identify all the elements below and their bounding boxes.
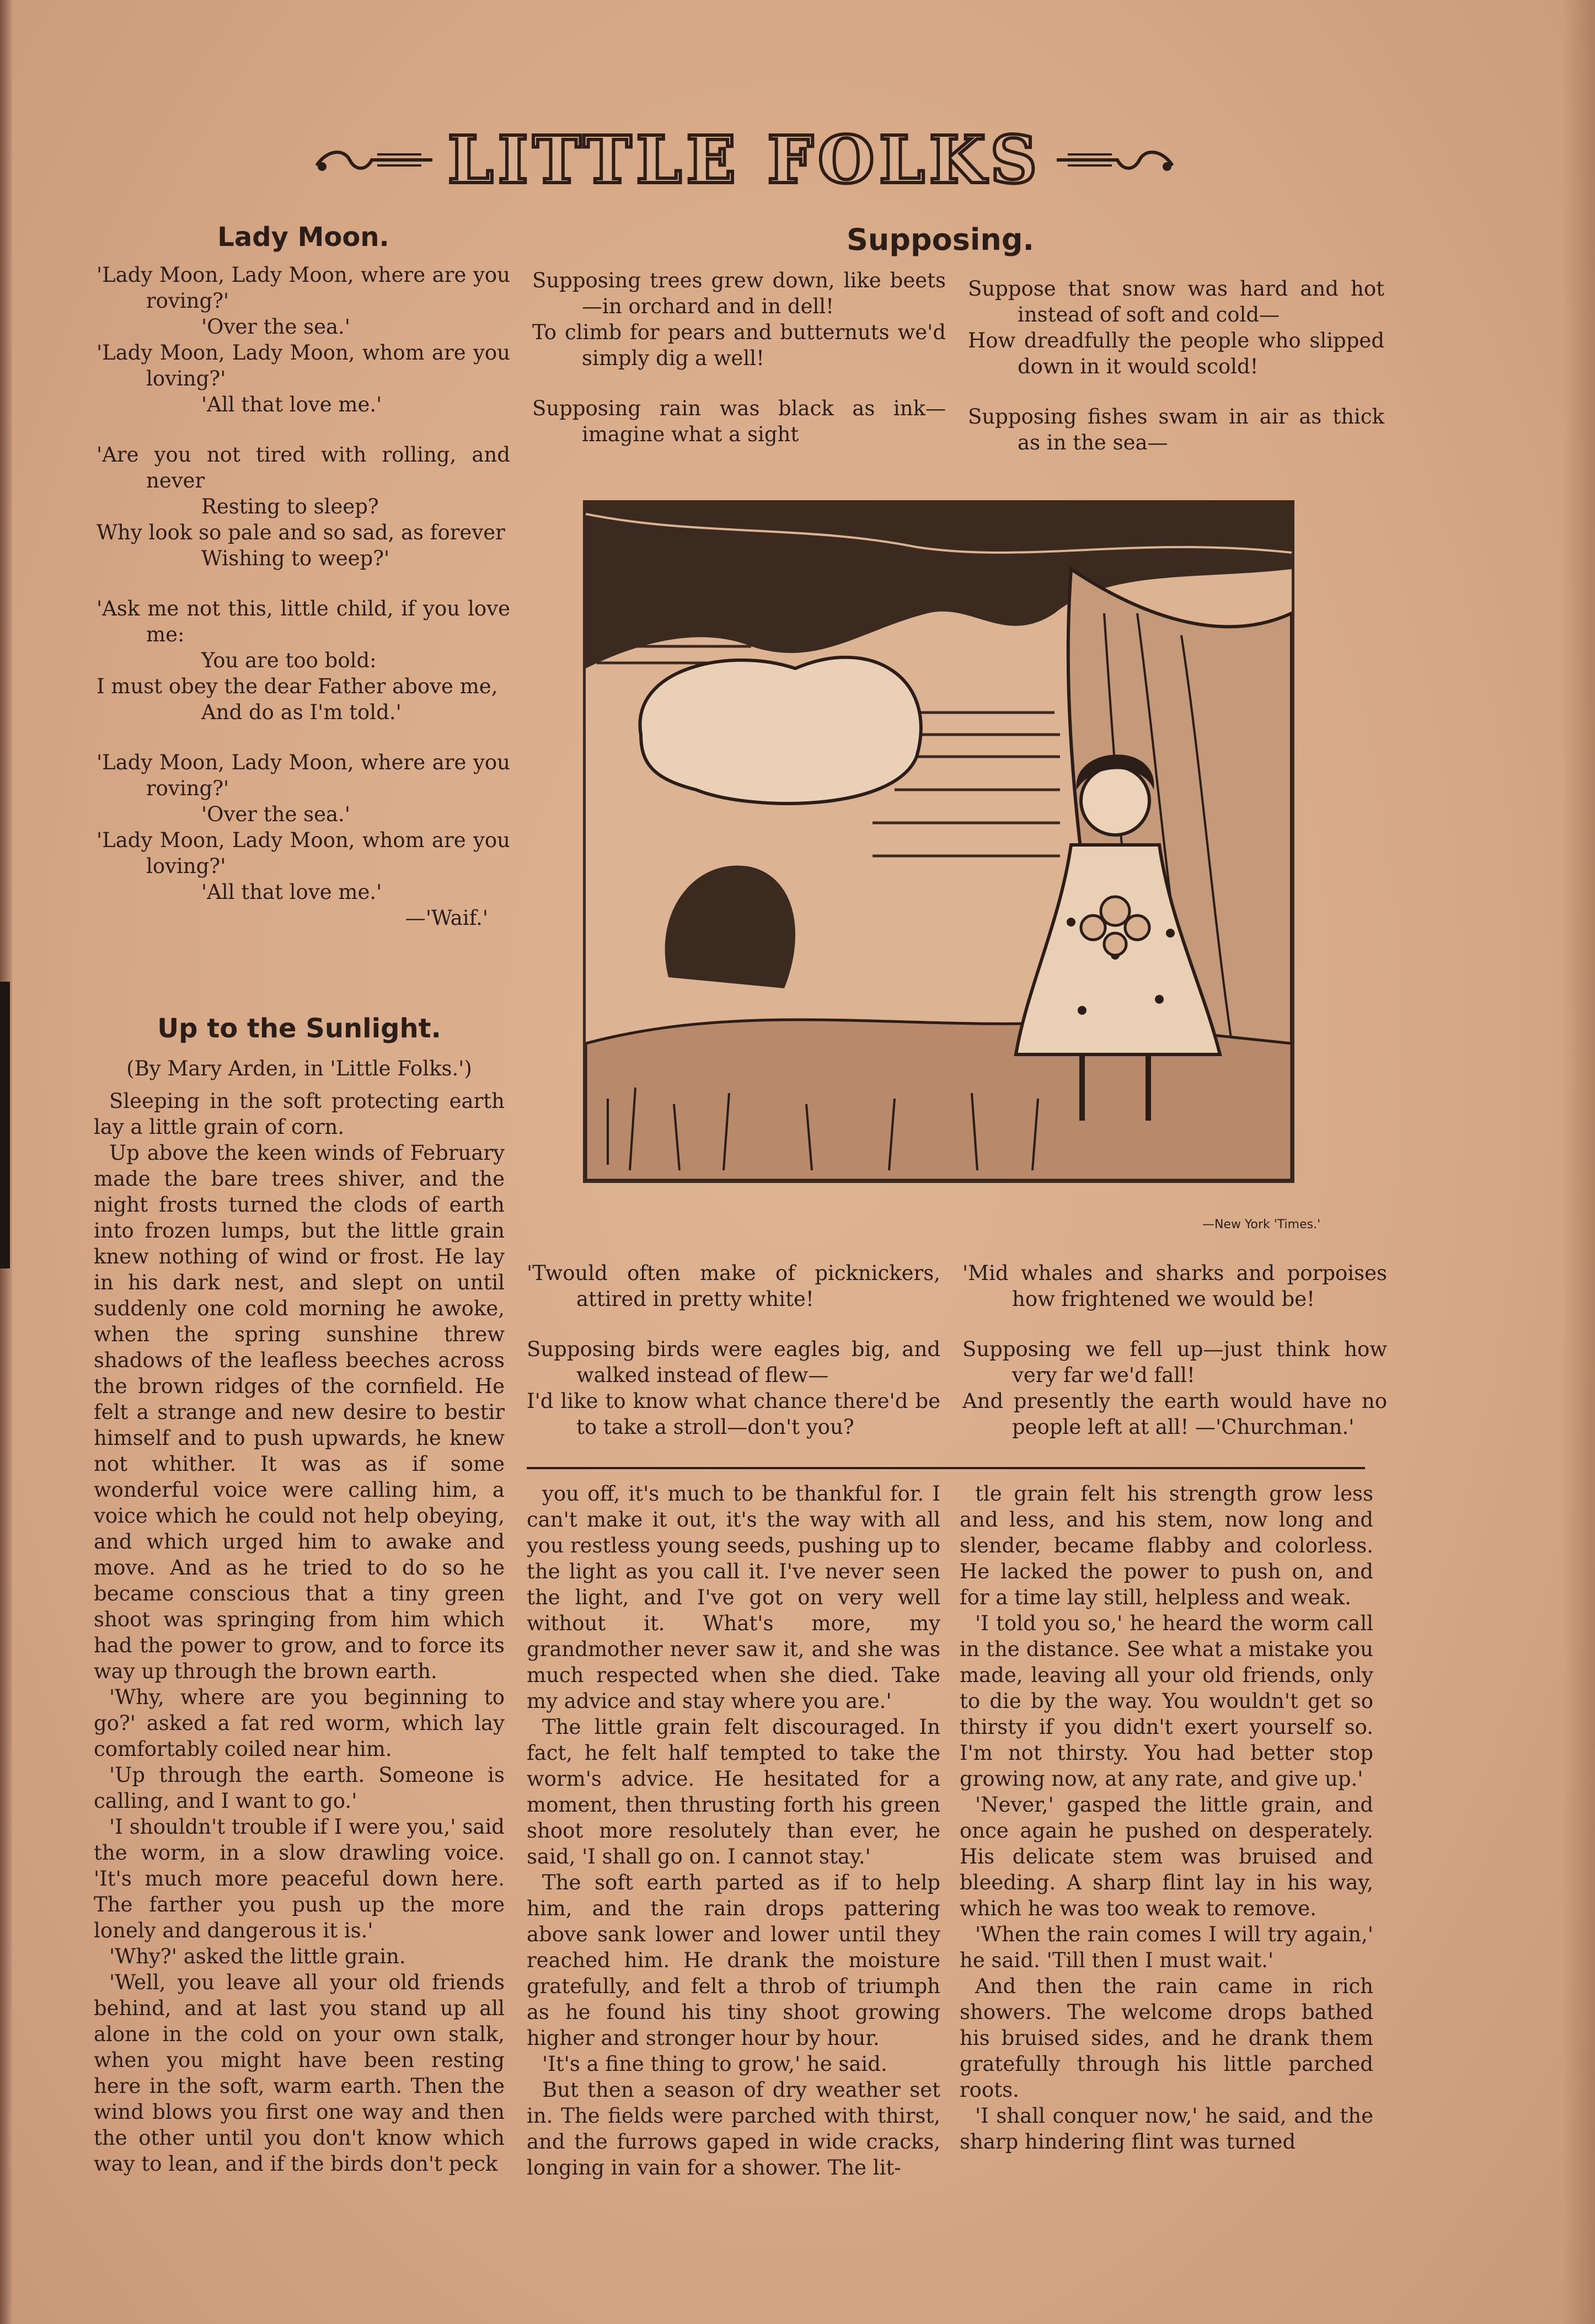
paragraph: 'Well, you leave all your old friends behind, and at last you stand up all alone in the cold on your own stalk, when you might have been resting here in the soft, warm earth. Then the wind blows you first one way and then the other until you don't know which way to lean, and if the birds don't peck: [94, 1970, 505, 2176]
paragraph: Up above the keen winds of February made the bare trees shiver, and the night frosts turned the clods of earth into frozen lumps, but the little grain knew nothing of wind or frost. He lay in his dark nest, and slept on until suddenly one cold morning he awoke, when the spring sunshine threw shadows of the leafless beeches across the brown ridges of the cornfield. He felt a strange and new desire to bestir himself and to push upwards, he knew not whither. It was as if some wonderful voice were calling him, a voice which he could not help obeying, and which urged him to awake and move. And as he tried to do so he became conscious that a tiny green shoot was springing from him which had the power to grow, and to force its way up through the brown earth.: [94, 1141, 505, 1683]
stanza: [97, 442, 510, 571]
supposing-left-top: [532, 267, 946, 447]
verse-line: 'Ask me not this, little child, if you love me:: [97, 597, 510, 646]
section-divider: [527, 1467, 1365, 1469]
lady-moon-title: Lady Moon.: [217, 222, 389, 253]
supposing-left-bottom-stanzas: [527, 1260, 940, 1440]
paragraph: 'I told you so,' he heard the worm call in the distance. See what a mistake you made, leaving all your old friends, only to die by the way. You wouldn't get so thirsty if you didn't exert yourself so. I'm not thirsty. You had better stop growing now, at any rate, and give up.': [960, 1611, 1373, 1791]
paragraph: But then a season of dry weather set in. The fields were parched with thirst, and the furrows gaped in wide cracks, longing in vain for a shower. The lit-: [527, 2078, 940, 2180]
verse-line: 'All that love me.': [201, 393, 382, 416]
verse-line: How dreadfully the people who slipped down in it would scold!: [968, 329, 1384, 378]
girl-with-flowers-illustration: [583, 500, 1294, 1183]
lady-moon-poem: [97, 218, 510, 931]
paragraph: 'It's a fine thing to grow,' he said.: [542, 2052, 887, 2076]
verse-line: Supposing trees grew down, like beets—in orchard and in dell!: [532, 269, 946, 318]
verse-line: And presently the earth would have no people left at all! —'Churchman.': [962, 1389, 1387, 1439]
paragraph: And then the rain came in rich showers. The welcome drops bathed his bruised sides, and he drank them gratefully through his little parched roots.: [960, 1974, 1373, 2102]
verse-line: Suppose that snow was hard and hot instead of soft and cold—: [968, 277, 1384, 326]
scroll-ornament-left-icon: [311, 143, 438, 176]
lady-moon-stanzas: [97, 262, 510, 905]
verse-line: Why look so pale and so sad, as forever: [97, 521, 505, 544]
verse-line: To climb for pears and butternuts we'd simply dig a well!: [532, 320, 946, 370]
masthead-title: LITTLE FOLKS: [447, 121, 1042, 198]
stanza: [968, 276, 1384, 379]
stanza: [962, 1336, 1387, 1440]
supposing-right-bottom: [962, 1260, 1387, 1440]
sunlight-col1-text: [94, 1088, 505, 2177]
paragraph: tle grain felt his strength grow less and less, and his stem, now long and slender, became flabby and colorless. He lacked the power to push on, and for a time lay still, helpless and weak.: [960, 1482, 1373, 1609]
illustration-credit: —New York 'Times.': [1202, 1218, 1321, 1231]
verse-line: 'Mid whales and sharks and porpoises how frightened we would be!: [962, 1261, 1387, 1311]
verse-line: Supposing birds were eagles big, and walked instead of flew—: [527, 1337, 940, 1387]
lady-moon-credit: —'Waif.': [405, 906, 488, 930]
sunlight-title: Up to the Sunlight.: [157, 1013, 441, 1044]
supposing-left-bottom: [527, 1260, 940, 1440]
stanza: [527, 1260, 940, 1312]
verse-line: 'Lady Moon, Lady Moon, whom are you loving?': [97, 828, 510, 878]
paragraph: 'Never,' gasped the little grain, and once again he pushed on desperately. His delicate stem was bruised and bleeding. A sharp flint lay in his way, which he was too weak to remove.: [960, 1793, 1373, 1920]
stanza: [968, 404, 1384, 456]
paragraph: Sleeping in the soft protecting earth lay a little grain of corn.: [94, 1089, 505, 1139]
verse-line: Supposing rain was black as ink—imagine what a sight: [532, 397, 946, 446]
supposing-right-bottom-stanzas: [962, 1260, 1387, 1440]
verse-line: I'd like to know what chance there'd be to take a stroll—don't you?: [527, 1389, 940, 1439]
sunlight-column-3: [960, 1481, 1373, 2155]
verse-line: I must obey the dear Father above me,: [97, 674, 498, 698]
supposing-right-top-stanzas: [968, 276, 1384, 456]
verse-line: 'Lady Moon, Lady Moon, where are you roving?': [97, 751, 510, 800]
paragraph: 'When the rain comes I will try again,' he said. 'Till then I must wait.': [960, 1923, 1373, 1972]
stanza: [527, 1336, 940, 1440]
verse-line: 'Over the sea.': [201, 315, 350, 339]
stanza: [97, 596, 510, 725]
verse-line: 'Over the sea.': [201, 802, 350, 826]
supposing-right-top: [968, 276, 1384, 456]
page-edge: [1562, 0, 1595, 2324]
verse-line: Resting to sleep?: [201, 495, 379, 518]
verse-line: Supposing fishes swam in air as thick as in the sea—: [968, 405, 1384, 454]
supposing-left-top-stanzas: [532, 267, 946, 447]
verse-line: 'Twould often make of picknickers, attired in pretty white!: [527, 1261, 940, 1311]
sunlight-column-1: [94, 1009, 505, 2177]
stanza: [532, 395, 946, 447]
sunlight-column-2: [527, 1481, 940, 2181]
verse-line: Supposing we fell up—just think how very far we'd fall!: [962, 1337, 1387, 1387]
masthead: [265, 121, 1224, 199]
stanza: [962, 1260, 1387, 1312]
paragraph: 'Up through the earth. Someone is calling, and I want to go.': [94, 1763, 505, 1813]
paragraph: you off, it's much to be thankful for. I can't make it out, it's the way with all you restless young seeds, pushing up to the light as you call it. I've never seen the light, and I've got on very well without it. What's more, my grandmother never saw it, and she was much respected when she died. Take my advice and stay where you are.': [527, 1482, 940, 1713]
sunlight-col3-text: [960, 1481, 1373, 2155]
stanza: [97, 262, 510, 417]
verse-line: 'Lady Moon, Lady Moon, where are you roving?': [97, 263, 510, 313]
sunlight-byline: (By Mary Arden, in 'Little Folks.'): [126, 1057, 472, 1080]
stanza: [532, 267, 946, 371]
verse-line: 'Lady Moon, Lady Moon, whom are you loving?': [97, 341, 510, 390]
paragraph: 'I shall conquer now,' he said, and the sharp hindering flint was turned: [960, 2104, 1373, 2154]
binding-tape: [0, 982, 10, 1268]
paragraph: The little grain felt discouraged. In fact, he felt half tempted to take the worm's advice. He hesitated for a moment, then thrusting forth his green shoot more resolutely than ever, he said, 'I shall go on. I cannot stay.': [527, 1715, 940, 1868]
sunlight-col2-text: [527, 1481, 940, 2181]
paragraph: 'Why, where are you beginning to go?' asked a fat red worm, which lay comfortably coiled near him.: [94, 1685, 505, 1761]
verse-line: Wishing to weep?': [201, 547, 390, 570]
paragraph: The soft earth parted as if to help him, and the rain drops pattering above sank lower and lower until they reached him. He drank the moisture gratefully, and felt a throb of triumph as he found his tiny shoot growing higher and stronger hour by hour.: [527, 1871, 940, 2050]
stanza: [97, 749, 510, 905]
woodcut-scene: [586, 503, 1292, 1180]
paragraph: 'Why?' asked the little grain.: [109, 1945, 406, 1968]
scroll-ornament-right-icon: [1051, 143, 1178, 176]
verse-line: 'Are you not tired with rolling, and never: [97, 443, 510, 492]
paragraph: 'I shouldn't trouble if I were you,' said the worm, in a slow drawling voice. 'It's much more peaceful down here. The farther you push up the more lonely and dangerous it is.': [94, 1815, 505, 1942]
verse-line: 'All that love me.': [201, 880, 382, 904]
supposing-title: Supposing.: [846, 222, 1034, 257]
verse-line: You are too bold:: [201, 649, 377, 672]
verse-line: And do as I'm told.': [201, 700, 402, 724]
